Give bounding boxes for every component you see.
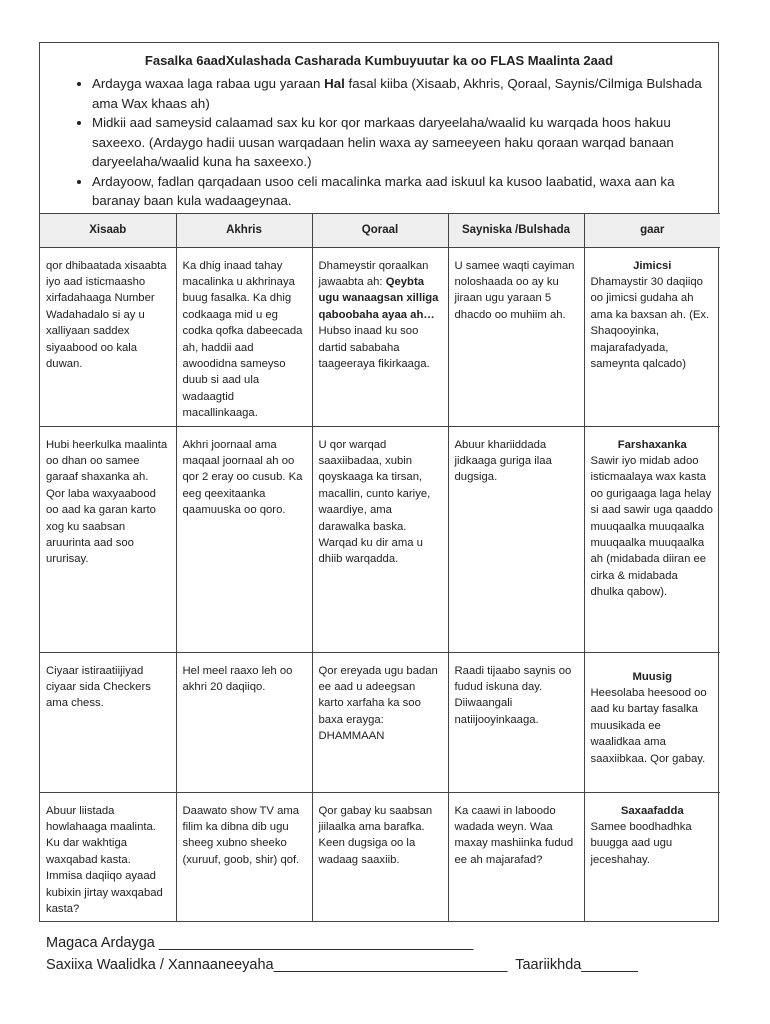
cell-saynis: Raadi tijaabo saynis oo fudud iskuna day. Diiwaangali natiijooyinkaaga. (448, 652, 584, 792)
cell-xisaab: Abuur liistada howlahaaga maalinta. Ku dar wakhtiga waxqabad kasta. Immisa daqiiqo ayaad kubixin jirtay waxqabad kasta? (40, 792, 176, 921)
table-row (40, 247, 720, 426)
cell-xisaab: Ciyaar istiraatiijiyad ciyaar sida Checkers ama chess. (40, 652, 176, 792)
instruction-text: Ardayga waxaa laga rabaa ugu yaraan (92, 76, 325, 91)
activity-sheet (39, 42, 719, 922)
cell-qoraal: U qor warqad saaxiibadaa, xubin qoyskaaga ka tirsan, macallin, cunto kariye, waardiye, ama darawalka baska. Warqad ku dir ama u dhiib warqadda. (312, 426, 448, 652)
column-header-xisaab: Xisaab (40, 213, 176, 247)
gaar-text: Sawir iyo midab adoo isticmaalaya wax kasta oo gurigaaga laga helay si aad sawir uga qaaddo muuqaalka muuqaalka muuqaalka muuqaalka ah (midabada diiran ee cirka & midabada dhulka qabow). (590, 454, 713, 599)
instruction-item (92, 74, 704, 113)
parent-signature-line[interactable]: Saxiixa Waalidka / Xannaaneeyaha_____________________________ Taariikhda_______ (46, 957, 638, 973)
column-header-gaar: gaar (584, 213, 720, 247)
gaar-heading: Farshaxanka (617, 438, 687, 451)
column-header-akhris: Akhris (176, 213, 312, 247)
column-header-qoraal: Qoraal (312, 213, 448, 247)
gaar-text: Dhamaystir 30 daqiiqo oo jimicsi gudaha ah ama ka baxsan ah. (Ex. Shaqooyinka, majarafadyada, sameynta qalcado) (590, 275, 710, 370)
cell-text: Hubso inaad ku soo dartid sababaha taageeraya fikirkaaga. (318, 325, 430, 370)
table-row (40, 792, 720, 921)
gaar-heading: Muusig (632, 670, 673, 683)
cell-akhris: Daawato show TV ama filim ka dibna dib ugu sheeg xubno sheeko (xuruuf, goob, shir) qof. (176, 792, 312, 921)
cell-text: Dhameystir qoraalkan jawaabta ah: (318, 259, 429, 288)
column-header-saynis: Sayniska /Bulshada (448, 213, 584, 247)
cell-saynis: Ka caawi in laboodo wadada weyn. Waa maxay mashiinka fudud ee ah majarafad? (448, 792, 584, 921)
cell-saynis: U samee waqti cayiman noloshaada oo ay ku jiraan ugu yaraan 5 dhacdo oo muhiim ah. (448, 247, 584, 426)
cell-gaar (584, 247, 720, 426)
instruction-text: fasal kiiba (Xisaab, Akhris, Qoraal, Saynis/Cilmiga Bulshada ama Wax khaas ah) (92, 76, 702, 111)
table-row (40, 426, 720, 652)
instruction-item (92, 113, 704, 172)
cell-akhris: Hel meel raaxo leh oo akhri 20 daqiiqo. (176, 652, 312, 792)
cell-qoraal (312, 247, 448, 426)
student-name-line[interactable]: Magaca Ardayga _______________________________________ (46, 935, 474, 951)
cell-emphasis: Qeybta ugu wanaagsan xilliga qaboobaha ayaa ah… (318, 275, 439, 321)
page-title: Fasalka 6aadXulashada Casharada Kumbuyuutar ka oo FLAS Maalinta 2aad (144, 53, 614, 68)
instruction-item (92, 172, 704, 211)
instruction-emphasis: Hal (324, 76, 345, 91)
gaar-heading: Jimicsi (633, 259, 672, 272)
gaar-heading: Saxaafadda (620, 804, 684, 817)
sheet-header (40, 43, 718, 213)
gaar-text: Heesolaba heesood oo aad ku bartay fasalka muusikada ee waalidkaa ama saaxiibkaa. Qor gabay. (590, 686, 707, 765)
table-header-row (40, 213, 720, 247)
signature-footer (46, 932, 638, 976)
cell-xisaab: Hubi heerkulka maalinta oo dhan oo samee garaaf shaxanka ah. Qor laba waxyaabood oo aad ka garan karto xog ku saabsan aruurinta aad soo ururisay. (40, 426, 176, 652)
cell-gaar (584, 652, 720, 792)
cell-akhris: Ka dhig inaad tahay macalinka u akhrinaya buug fasalka. Ka dhig codkaaga mid u eg codka qofka dabeecada ah, haddii aad awoodidna sameyso duub si aad ula wadaagtid macallinkaaga. (176, 247, 312, 426)
cell-saynis: Abuur khariiddada jidkaaga guriga ilaa dugsiga. (448, 426, 584, 652)
table-row (40, 652, 720, 792)
cell-gaar (584, 792, 720, 921)
cell-gaar (584, 426, 720, 652)
instruction-text: Midkii aad sameysid calaamad sax ku kor qor markaas daryeelaha/waalid ku warqada hoos hakuu saxeexo. (Ardaygo hadii uusan warqadaan helin waxa ay sameeyeen haku qoraan warqad banaan daryeelaha/waalid kuna ha saxeexo.) (92, 115, 674, 169)
cell-qoraal: Qor ereyada ugu badan ee aad u adeegsan karto xarfaha ka soo baxa erayga: DHAMMAAN (312, 652, 448, 792)
instruction-text: Ardayoow, fadlan qarqadaan usoo celi macalinka marka aad iskuul ka kusoo laabatid, waxa aan ka baranay baan kula wadaageynaa. (92, 173, 675, 208)
cell-akhris: Akhri joornaal ama maqaal joornaal ah oo qor 2 eray oo cusub. Ka eeg qeexitaanka qaamuuska oo qoro. (176, 426, 312, 652)
cell-xisaab: qor dhibaatada xisaabta iyo aad isticmaasho xirfadahaaga Number Wadahadalo si ay u xalliyaan saddex siyaabood oo kala duwan. (40, 247, 176, 426)
gaar-text: Samee boodhadhka buugga aad ugu jeceshahay. (590, 820, 692, 866)
cell-qoraal: Qor gabay ku saabsan jiilaalka ama barafka. Keen dugsiga oo la wadaag saaxiib. (312, 792, 448, 921)
activity-table (40, 213, 720, 922)
instructions-list (54, 74, 704, 211)
